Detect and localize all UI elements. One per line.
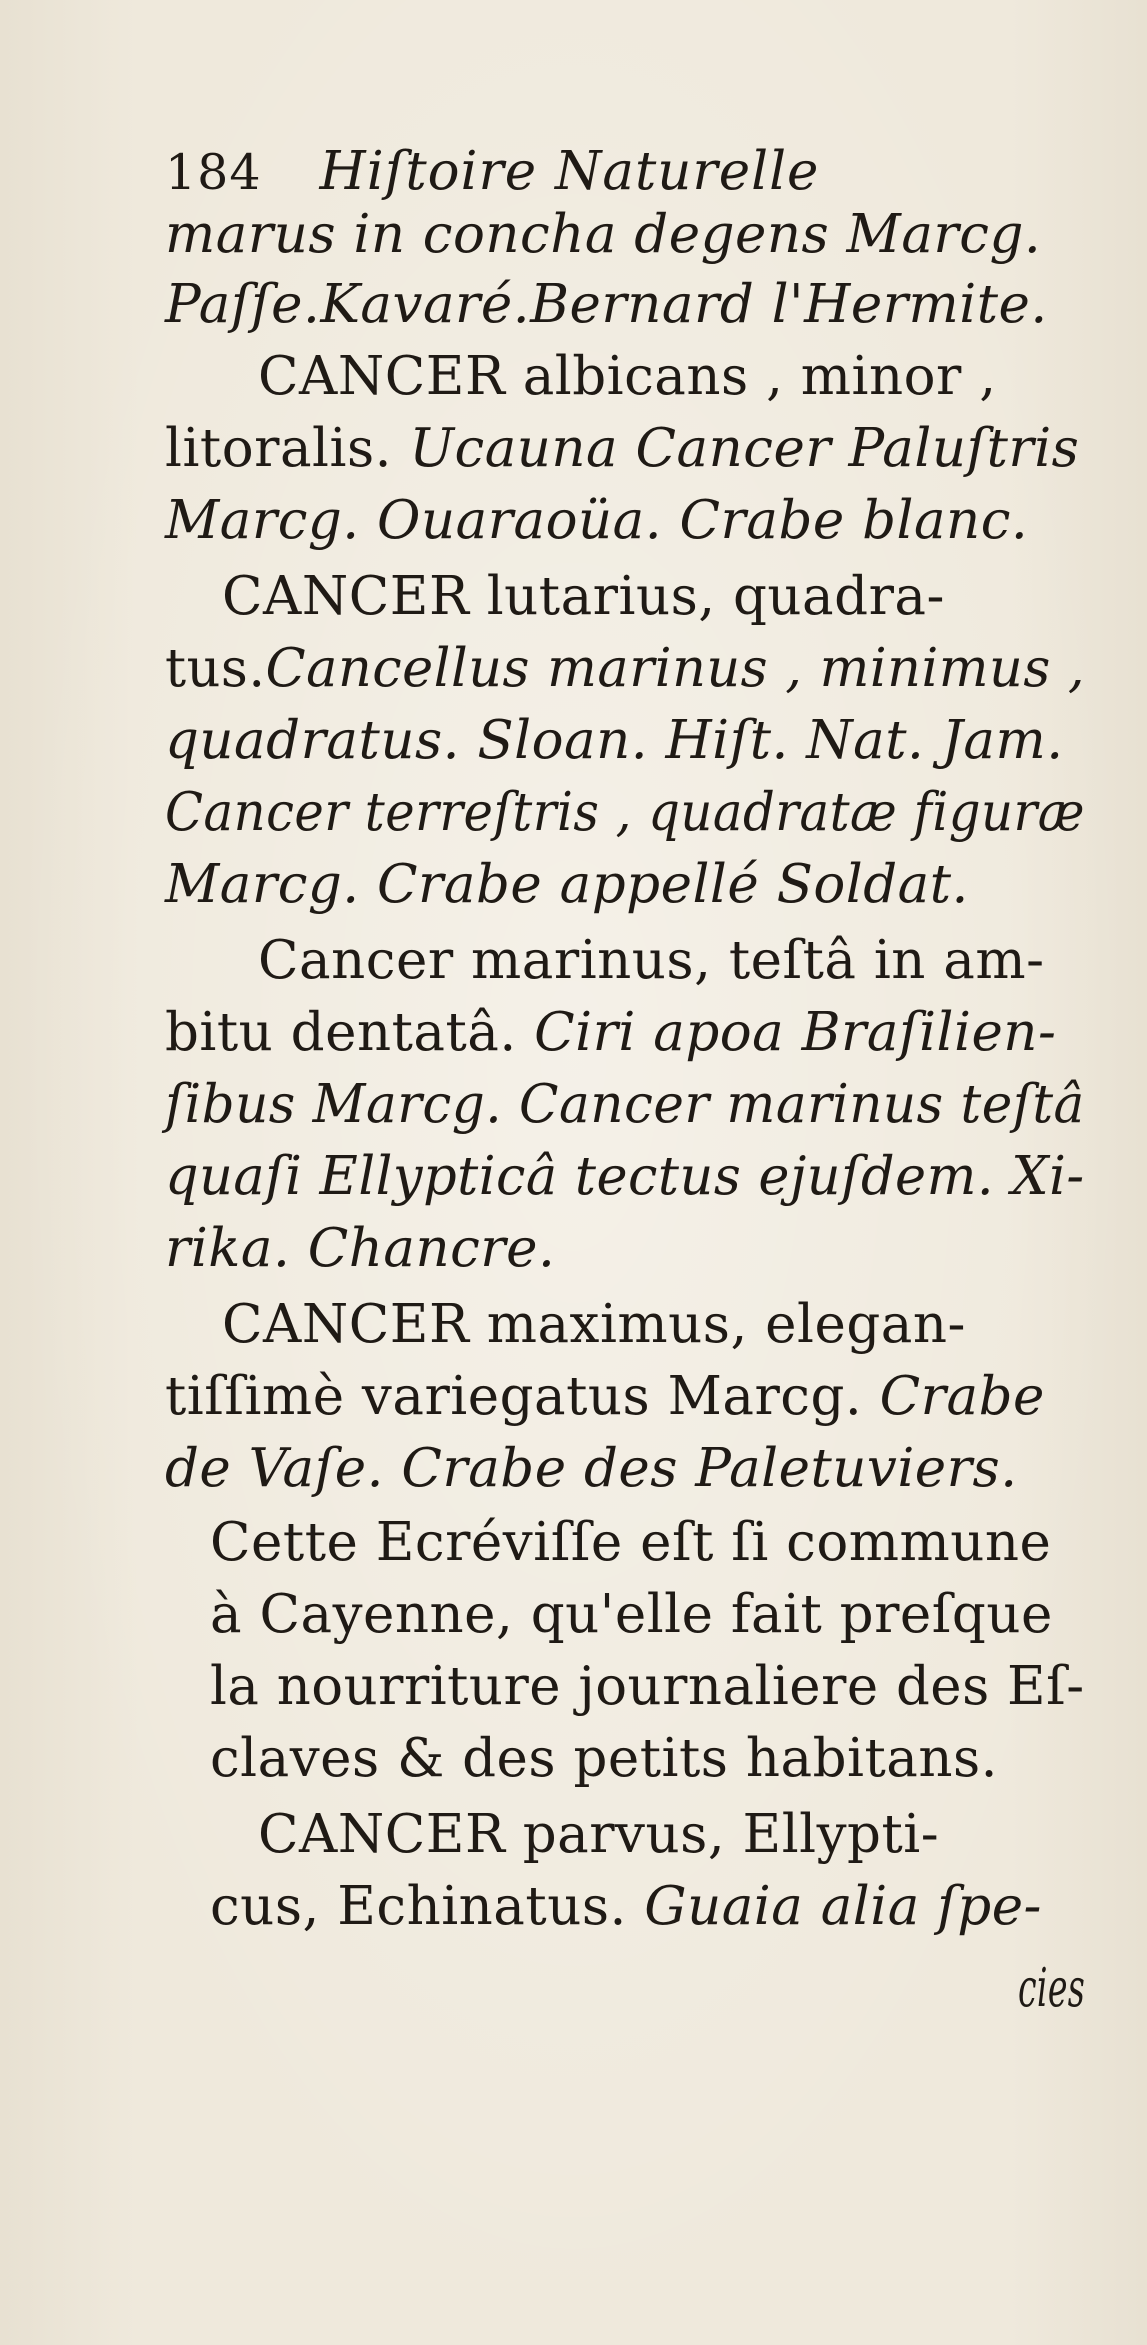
page-number: 184: [165, 144, 262, 201]
running-title: Hiſtoire Naturelle: [319, 141, 820, 202]
text-segment: tus.: [165, 638, 266, 699]
text-line: [165, 204, 1042, 265]
text-segment: la nourriture journaliere des Eſ-: [210, 1656, 1085, 1717]
text-segment: à Cayenne, qu'elle fait preſque: [210, 1584, 1053, 1645]
text-segment: Paſſe.Kavaré.Bernard l'Hermite.: [165, 274, 1048, 335]
text-line: [165, 1002, 1057, 1063]
text-line: [165, 710, 1064, 771]
text-line: [165, 854, 969, 915]
text-segment: cus, Echinatus.: [210, 1876, 645, 1937]
text-segment: cies: [1018, 1958, 1086, 2019]
text-line: [165, 1074, 1085, 1135]
text-line: [258, 346, 997, 407]
text-segment: tiſſimè variegatus Marcg.: [165, 1366, 880, 1427]
text-line: [165, 1366, 1045, 1427]
text-line: [210, 1656, 1085, 1717]
text-line: [165, 638, 1086, 699]
text-line: [210, 1728, 999, 1789]
text-line: [222, 566, 945, 627]
text-segment: Marcg. Ouaraoüa. Crabe blanc.: [165, 490, 1029, 551]
text-line: [165, 418, 1080, 479]
text-segment: marus in concha degens Marcg.: [165, 204, 1042, 265]
text-segment: CANCER maximus, elegan-: [222, 1294, 966, 1355]
text-line: [258, 1804, 940, 1865]
text-line: [165, 1146, 1085, 1207]
text-segment: Guaia alia ſpe-: [644, 1876, 1042, 1937]
text-line: [165, 782, 1085, 843]
text-segment: CANCER lutarius, quadra-: [222, 566, 945, 627]
text-line: [165, 274, 1048, 335]
text-segment: Ucauna Cancer Paluſtris: [409, 418, 1080, 479]
text-line: [165, 490, 1029, 551]
text-segment: CANCER parvus, Ellypti-: [258, 1804, 940, 1865]
text-segment: Marcg. Crabe appellé Soldat.: [165, 854, 969, 915]
text-segment: Cancellus marinus , minimus ,: [265, 638, 1086, 699]
text-line: [258, 930, 1045, 991]
text-segment: de Vaſe. Crabe des Paletuviers.: [165, 1438, 1018, 1499]
text-line: [210, 1876, 1042, 1937]
text-line: [165, 1218, 556, 1279]
text-segment: quadratus. Sloan. Hiſt. Nat. Jam.: [165, 710, 1064, 771]
text-line: [222, 1294, 966, 1355]
text-line: [210, 1512, 1052, 1573]
text-segment: bitu dentatâ.: [165, 1002, 535, 1063]
text-segment: Cette Ecréviſſe eſt ſi commune: [210, 1512, 1052, 1573]
text-segment: Crabe: [879, 1366, 1045, 1427]
text-line: [210, 1584, 1053, 1645]
text-segment: rika. Chancre.: [165, 1218, 556, 1279]
text-segment: ſibus Marcg. Cancer marinus teſtâ: [165, 1074, 1085, 1135]
text-segment: litoralis.: [165, 418, 410, 479]
text-segment: Cancer marinus, teſtâ in am-: [258, 930, 1045, 991]
text-segment: CANCER albicans , minor ,: [258, 346, 997, 407]
text-segment: quaſi Ellypticâ tectus ejuſdem. Xi-: [165, 1146, 1085, 1207]
text-line: [165, 1438, 1018, 1499]
text-segment: Ciri apoa Braſilien-: [534, 1002, 1057, 1063]
text-segment: Cancer terreſtris , quadratæ figuræ: [165, 782, 1085, 843]
catchword: [1018, 1958, 1086, 2019]
text-segment: claves & des petits habitans.: [210, 1728, 999, 1789]
